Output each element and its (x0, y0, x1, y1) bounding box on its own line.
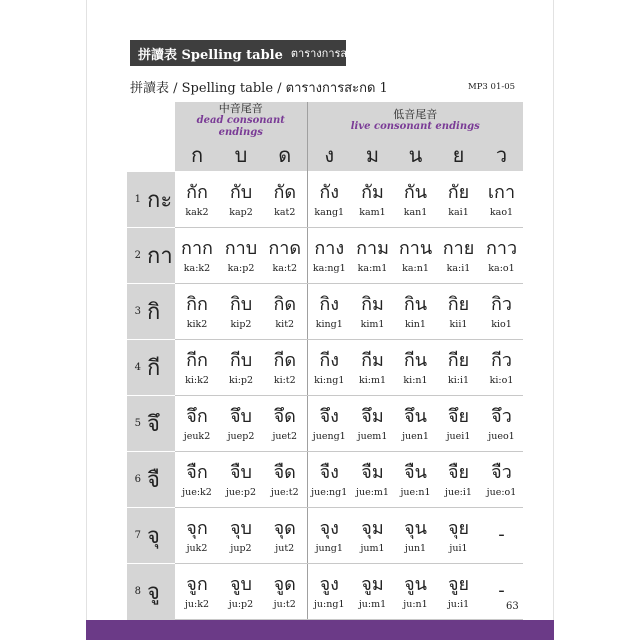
thai-word: จึบ (230, 405, 252, 427)
spelling-cell (394, 564, 437, 620)
live-endings-en: live consonant endings (350, 121, 480, 132)
row-vowel-syllable: จู (147, 580, 160, 606)
romanization: ka:ng1 (312, 262, 346, 274)
spelling-cell (263, 228, 307, 284)
thai-word: กีบ (229, 349, 253, 371)
corner-cell-2 (127, 139, 175, 172)
thai-word: จุย (447, 517, 470, 539)
romanization: ka:k2 (183, 262, 211, 274)
row-header (127, 284, 175, 340)
spelling-cell (394, 284, 437, 340)
spelling-cell (263, 508, 307, 564)
romanization: jum1 (360, 542, 385, 554)
row-vowel-syllable: กา (147, 244, 173, 269)
row-number: 3 (134, 306, 141, 317)
row-number: 1 (134, 194, 141, 205)
romanization: juem1 (357, 430, 388, 442)
thai-word: กิบ (229, 293, 253, 315)
thai-word: จึม (361, 405, 384, 427)
thai-word: จูบ (230, 573, 252, 595)
thai-word: กีก (186, 349, 208, 371)
romanization: ju:ng1 (313, 598, 345, 610)
romanization: jue:n1 (400, 486, 431, 498)
thai-word: จึง (319, 405, 339, 427)
thai-word: จุง (319, 517, 339, 539)
thai-word: จูม (361, 573, 384, 595)
row-header (127, 452, 175, 508)
row-vowel-syllable: กี (147, 356, 161, 381)
romanization: jueng1 (312, 430, 346, 442)
romanization: ki:ng1 (314, 374, 345, 386)
romanization: ju:m1 (358, 598, 387, 610)
thai-word: จืน (404, 461, 427, 483)
romanization: king1 (315, 318, 343, 330)
romanization: ka:p2 (227, 262, 255, 274)
thai-word: กาด (268, 237, 302, 259)
romanization: ka:o1 (488, 262, 515, 274)
thai-word: จืก (186, 461, 208, 483)
thai-word: จูย (447, 573, 470, 595)
thai-word: - (498, 579, 505, 601)
row-number: 7 (134, 530, 141, 541)
thai-word: กีง (319, 349, 340, 371)
romanization: juk2 (186, 542, 208, 554)
spelling-cell (437, 340, 480, 396)
spelling-cell (219, 284, 263, 340)
table-row (127, 564, 523, 620)
romanization: juet2 (272, 430, 298, 442)
row-vowel-syllable: กิ (147, 300, 161, 325)
thai-word: จืย (447, 461, 470, 483)
spelling-cell (219, 508, 263, 564)
thai-word: จืม (361, 461, 384, 483)
final-consonant: บ (219, 139, 263, 172)
romanization: ju:i1 (447, 598, 470, 610)
spelling-cell (307, 172, 351, 228)
spelling-cell (175, 452, 219, 508)
spelling-cell (307, 508, 351, 564)
dead-endings-en: dead consonant endings (196, 115, 285, 138)
romanization: kang1 (314, 206, 345, 218)
romanization: juep2 (227, 430, 255, 442)
table-subtitle: 拼讀表 / Spelling table / ตารางการสะกด 1 (130, 81, 388, 96)
spelling-cell (219, 396, 263, 452)
romanization: kan1 (403, 206, 428, 218)
romanization: ju:p2 (228, 598, 254, 610)
romanization: ju:t2 (273, 598, 296, 610)
thai-word: กิง (319, 293, 340, 315)
thai-word: จืด (273, 461, 296, 483)
thai-word: จึด (273, 405, 296, 427)
thai-word: จึก (186, 405, 208, 427)
corner-cell (127, 102, 175, 139)
final-consonant-row (127, 139, 523, 172)
thai-word: กิด (273, 293, 297, 315)
romanization: ju:n1 (403, 598, 428, 610)
romanization: jue:o1 (486, 486, 517, 498)
table-row (127, 396, 523, 452)
spelling-cell (219, 172, 263, 228)
romanization: ki:p2 (228, 374, 254, 386)
spelling-cell (394, 452, 437, 508)
thai-word: กิย (447, 293, 470, 315)
thai-word: กัย (447, 181, 470, 203)
page-number: 63 (506, 601, 519, 612)
spelling-cell (307, 396, 351, 452)
row-number: 4 (134, 362, 141, 373)
thai-word: กาว (485, 237, 518, 259)
spelling-cell (263, 452, 307, 508)
spelling-cell (219, 564, 263, 620)
row-vowel-syllable: จื (147, 468, 160, 493)
romanization: kao1 (489, 206, 514, 218)
romanization: jue:k2 (182, 486, 212, 498)
row-number: 6 (134, 474, 141, 485)
table-row (127, 508, 523, 564)
spelling-cell (351, 508, 394, 564)
thai-word: กัม (361, 181, 384, 203)
romanization: ki:i1 (447, 374, 470, 386)
spelling-cell (351, 340, 394, 396)
final-consonant: ว (480, 139, 523, 172)
table-row (127, 172, 523, 228)
spelling-cell (480, 508, 523, 564)
spelling-cell (219, 228, 263, 284)
spelling-cell (437, 452, 480, 508)
thai-word: กีม (361, 349, 384, 371)
spelling-cell (263, 340, 307, 396)
romanization: jeuk2 (183, 430, 211, 442)
row-number: 8 (134, 586, 141, 598)
row-header (127, 340, 175, 396)
spelling-cell (351, 228, 394, 284)
thai-word: จืง (319, 461, 339, 483)
spelling-cell (394, 340, 437, 396)
romanization: ka:t2 (272, 262, 297, 274)
spelling-cell (263, 172, 307, 228)
thai-word: กาน (398, 237, 433, 259)
spelling-cell (307, 284, 351, 340)
romanization: kai1 (448, 206, 469, 218)
romanization: kik2 (186, 318, 208, 330)
banner-title: 拼讀表 Spelling table (138, 47, 283, 63)
live-endings-group-header (307, 102, 523, 139)
footer-accent-bar (86, 620, 554, 640)
spelling-cell (263, 284, 307, 340)
final-consonant: ม (351, 139, 394, 172)
romanization: ki:n1 (403, 374, 428, 386)
thai-word: กับ (229, 181, 253, 203)
romanization: ki:t2 (273, 374, 296, 386)
spelling-cell (175, 284, 219, 340)
spelling-cell (175, 228, 219, 284)
romanization: kin1 (405, 318, 426, 330)
thai-word: จืว (491, 461, 512, 483)
spelling-cell (480, 340, 523, 396)
group-header-row (127, 102, 523, 139)
thai-word: จึย (447, 405, 470, 427)
spelling-cell (480, 452, 523, 508)
thai-word: จุน (404, 517, 427, 539)
romanization: jup2 (230, 542, 252, 554)
romanization: kii1 (449, 318, 468, 330)
spelling-cell (437, 508, 480, 564)
romanization: jut2 (275, 542, 295, 554)
thai-word: กิว (490, 293, 512, 315)
spelling-cell (307, 340, 351, 396)
spelling-cell (351, 564, 394, 620)
spelling-cell (351, 172, 394, 228)
spelling-cell (394, 172, 437, 228)
spelling-cell (437, 284, 480, 340)
row-number: 5 (134, 418, 141, 429)
spelling-cell (351, 452, 394, 508)
thai-word: กัง (319, 181, 340, 203)
spelling-cell (351, 396, 394, 452)
romanization: jung1 (315, 542, 343, 554)
romanization: kat2 (274, 206, 296, 218)
live-endings-zh: 低音尾音 (393, 108, 438, 121)
audio-track-reference: MP3 01-05 (468, 82, 516, 92)
thai-word: กาบ (224, 237, 258, 259)
romanization: jue:m1 (356, 486, 389, 498)
section-banner (130, 40, 367, 66)
final-consonant: ง (307, 139, 351, 172)
dead-endings-zh: 中音尾音 (218, 102, 263, 115)
final-consonant: ก (175, 139, 219, 172)
thai-word: กาก (181, 237, 213, 259)
thai-word: กัน (403, 181, 428, 203)
romanization: kio1 (491, 318, 512, 330)
thai-word: จึว (491, 405, 512, 427)
romanization: juen1 (402, 430, 429, 442)
spelling-cell (394, 396, 437, 452)
spelling-cell (175, 564, 219, 620)
spelling-table (127, 102, 523, 620)
romanization: jun1 (404, 542, 427, 554)
romanization: ki:o1 (489, 374, 514, 386)
spelling-cell (437, 396, 480, 452)
row-vowel-syllable: จึ (147, 412, 160, 437)
thai-word: กาม (356, 237, 389, 259)
spelling-cell (175, 508, 219, 564)
thai-word: เกา (487, 181, 516, 203)
spelling-cell (219, 452, 263, 508)
romanization: kip2 (230, 318, 252, 330)
spelling-cell (437, 228, 480, 284)
spelling-cell (480, 172, 523, 228)
spelling-cell (480, 396, 523, 452)
romanization: jui1 (449, 542, 468, 554)
row-header (127, 228, 175, 284)
thai-word: จุก (186, 517, 208, 539)
thai-word: จุด (273, 517, 296, 539)
thai-word: จืบ (230, 461, 252, 483)
thai-word: จุม (361, 517, 384, 539)
romanization: jue:ng1 (311, 486, 348, 498)
row-number: 2 (134, 250, 141, 261)
row-header (127, 564, 175, 620)
spelling-cell (219, 340, 263, 396)
spelling-cell (175, 172, 219, 228)
spelling-cell (263, 564, 307, 620)
romanization: kak2 (185, 206, 209, 218)
final-consonant: น (394, 139, 437, 172)
thai-word: กัก (186, 181, 208, 203)
romanization: ka:m1 (357, 262, 388, 274)
romanization: ka:n1 (402, 262, 429, 274)
spelling-cell (307, 452, 351, 508)
row-header (127, 508, 175, 564)
romanization: ka:i1 (446, 262, 471, 274)
banner-thai-title: ตารางการสะกด (290, 47, 367, 60)
romanization: kit2 (275, 318, 295, 330)
thai-word: กิม (361, 293, 384, 315)
thai-word: จูด (273, 573, 296, 595)
thai-word: จุบ (230, 517, 252, 539)
romanization: ki:k2 (185, 374, 209, 386)
spelling-cell (394, 508, 437, 564)
romanization: ki:m1 (358, 374, 387, 386)
spelling-cell (437, 172, 480, 228)
romanization: ju:k2 (184, 598, 210, 610)
thai-word: จึน (404, 405, 427, 427)
spelling-cell (175, 396, 219, 452)
romanization: jue:p2 (225, 486, 256, 498)
row-header (127, 172, 175, 228)
table-row (127, 340, 523, 396)
thai-word: กีว (490, 349, 512, 371)
final-consonant: ด (263, 139, 307, 172)
thai-word: จูง (319, 573, 339, 595)
thai-word: กีน (403, 349, 428, 371)
row-vowel-syllable: จุ (147, 524, 160, 549)
spelling-cell (394, 228, 437, 284)
romanization: jue:i1 (445, 486, 472, 498)
row-vowel-syllable: กะ (147, 188, 173, 213)
thai-word: กีด (273, 349, 297, 371)
spelling-cell (263, 396, 307, 452)
romanization: kim1 (360, 318, 385, 330)
final-consonant: ย (437, 139, 480, 172)
thai-word: กิก (186, 293, 208, 315)
spelling-cell (480, 228, 523, 284)
row-header (127, 396, 175, 452)
spelling-cell (307, 228, 351, 284)
thai-word: จูน (404, 573, 427, 595)
romanization: jueo1 (488, 430, 515, 442)
table-row (127, 284, 523, 340)
romanization: jue:t2 (270, 486, 299, 498)
spelling-cell (307, 564, 351, 620)
table-row (127, 228, 523, 284)
table-row (127, 452, 523, 508)
thai-word: กัด (273, 181, 297, 203)
thai-word: กีย (447, 349, 470, 371)
thai-word: จูก (186, 573, 208, 595)
spelling-cell (480, 284, 523, 340)
thai-word: กิน (403, 293, 428, 315)
spelling-cell (437, 564, 480, 620)
thai-word: - (498, 523, 505, 545)
thai-word: กาย (442, 237, 475, 259)
spelling-cell (175, 340, 219, 396)
romanization: juei1 (446, 430, 471, 442)
romanization: kam1 (359, 206, 386, 218)
romanization: kap2 (229, 206, 253, 218)
spelling-cell (351, 284, 394, 340)
thai-word: กาง (314, 237, 345, 259)
dead-endings-group-header (175, 102, 307, 139)
